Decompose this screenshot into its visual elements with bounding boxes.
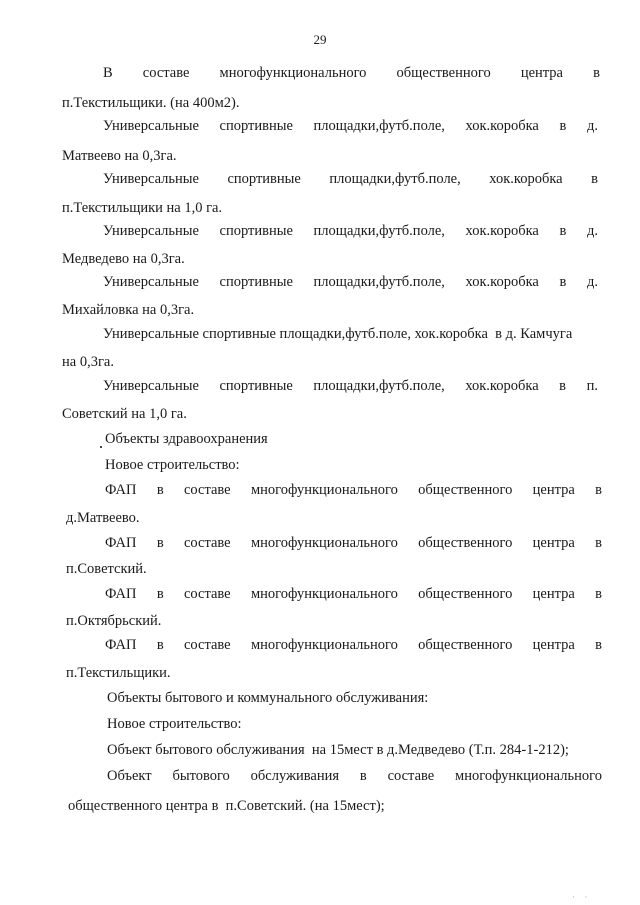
word: хок.коробка	[465, 223, 539, 239]
word: центра	[532, 482, 575, 498]
word: в	[595, 482, 602, 498]
bullet-mark	[100, 446, 102, 448]
section-heading-health: Объекты здравоохранения	[105, 431, 268, 447]
word: в	[156, 637, 164, 653]
fap-3-continuation: п.Октябрьский.	[66, 613, 162, 629]
fap-4-first-line	[105, 636, 602, 654]
word: в	[595, 586, 602, 602]
paragraph-7-continuation: Советский на 1,0 га.	[62, 406, 187, 422]
word: Объект	[107, 768, 152, 784]
word: п.	[586, 378, 598, 394]
word: ФАП	[105, 535, 137, 551]
word: спортивные	[219, 223, 293, 239]
word: составе	[387, 768, 435, 784]
fap-3-first-line	[105, 585, 602, 603]
paragraph-4-first-line	[103, 222, 598, 240]
page-number: 29	[313, 32, 327, 47]
word: в	[595, 535, 602, 551]
service-item-1: Объект бытового обслуживания на 15мест в д.Медведево (Т.п. 284-1-212);	[107, 742, 569, 758]
word: многофункционального	[455, 768, 602, 784]
paragraph-1-continuation: п.Текстильщики. (на 400м2).	[62, 95, 240, 111]
word: спортивные	[219, 118, 293, 134]
word: многофункционального	[250, 482, 398, 498]
fap-2-first-line	[105, 534, 602, 552]
word: в	[156, 586, 164, 602]
paragraph-7-first-line	[103, 377, 598, 395]
word: в	[359, 768, 367, 784]
scan-artifact-mark: · ·	[572, 893, 592, 902]
service-item-2-continuation: общественного центра в п.Советский. (на 15мест);	[68, 798, 385, 814]
word: в	[559, 118, 567, 134]
word: составе	[183, 535, 231, 551]
word: многофункционального	[219, 65, 367, 81]
word: бытового	[172, 768, 230, 784]
word: общественного	[418, 482, 513, 498]
word: общественного	[418, 586, 513, 602]
paragraph-3-continuation: п.Текстильщики на 1,0 га.	[62, 200, 223, 216]
word: центра	[520, 65, 563, 81]
word: в	[559, 223, 567, 239]
word: хок.коробка	[489, 171, 563, 187]
fap-4-continuation: п.Текстильщики.	[66, 665, 171, 681]
subheading-new-construction-2: Новое строительство:	[107, 716, 242, 732]
word: в	[591, 171, 598, 187]
word: площадки,футб.поле,	[313, 223, 445, 239]
paragraph-5-continuation: Михайловка на 0,3га.	[62, 302, 195, 318]
paragraph-5-first-line	[103, 273, 598, 291]
word: площадки,футб.поле,	[313, 378, 445, 394]
word: в	[559, 274, 567, 290]
section-heading-services: Объекты бытового и коммунального обслуживания:	[107, 690, 429, 706]
paragraph-2-continuation: Матвеево на 0,3га.	[62, 148, 177, 164]
word: спортивные	[227, 171, 301, 187]
word: обслуживания	[250, 768, 340, 784]
word: центра	[532, 637, 575, 653]
word: многофункционального	[250, 637, 398, 653]
word: общественного	[418, 637, 513, 653]
word: в	[559, 378, 567, 394]
word: многофункционального	[250, 586, 398, 602]
word: в	[593, 65, 600, 81]
word: Универсальные	[103, 378, 199, 394]
paragraph-3-first-line	[103, 170, 598, 188]
word: составе	[183, 637, 231, 653]
paragraph-1-first-line	[103, 64, 600, 82]
word: Универсальные	[103, 223, 199, 239]
fap-2-continuation: п.Советский.	[66, 561, 147, 577]
paragraph-6-continuation: на 0,3га.	[62, 354, 114, 370]
word: центра	[532, 535, 575, 551]
word: спортивные	[219, 274, 293, 290]
paragraph-4-continuation: Медведево на 0,3га.	[62, 251, 185, 267]
word: ФАП	[105, 586, 137, 602]
word: спортивные	[219, 378, 293, 394]
word: ФАП	[105, 637, 137, 653]
word: общественного	[418, 535, 513, 551]
word: Универсальные	[103, 274, 199, 290]
word: Универсальные	[103, 171, 199, 187]
word: площадки,футб.поле,	[313, 274, 445, 290]
word: составе	[183, 586, 231, 602]
word: площадки,футб.поле,	[329, 171, 461, 187]
fap-1-first-line	[105, 481, 602, 499]
service-item-2-first-line	[107, 767, 602, 785]
word: многофункционального	[250, 535, 398, 551]
paragraph-2-first-line	[103, 117, 598, 135]
word: хок.коробка	[465, 118, 539, 134]
fap-1-continuation: д.Матвеево.	[66, 510, 140, 526]
word: в	[156, 535, 164, 551]
word: площадки,футб.поле,	[313, 118, 445, 134]
word: д.	[586, 118, 598, 134]
word: хок.коробка	[465, 378, 539, 394]
word: хок.коробка	[465, 274, 539, 290]
subheading-new-construction: Новое строительство:	[105, 457, 240, 473]
word: общественного	[396, 65, 491, 81]
word: составе	[183, 482, 231, 498]
word: д.	[586, 223, 598, 239]
word: в	[595, 637, 602, 653]
word: В	[103, 65, 113, 81]
word: центра	[532, 586, 575, 602]
paragraph-6-first-line: Универсальные спортивные площадки,футб.поле, хок.коробка в д. Камчуга	[103, 326, 573, 342]
word: д.	[586, 274, 598, 290]
word: ФАП	[105, 482, 137, 498]
word: в	[156, 482, 164, 498]
word: составе	[142, 65, 190, 81]
word: Универсальные	[103, 118, 199, 134]
